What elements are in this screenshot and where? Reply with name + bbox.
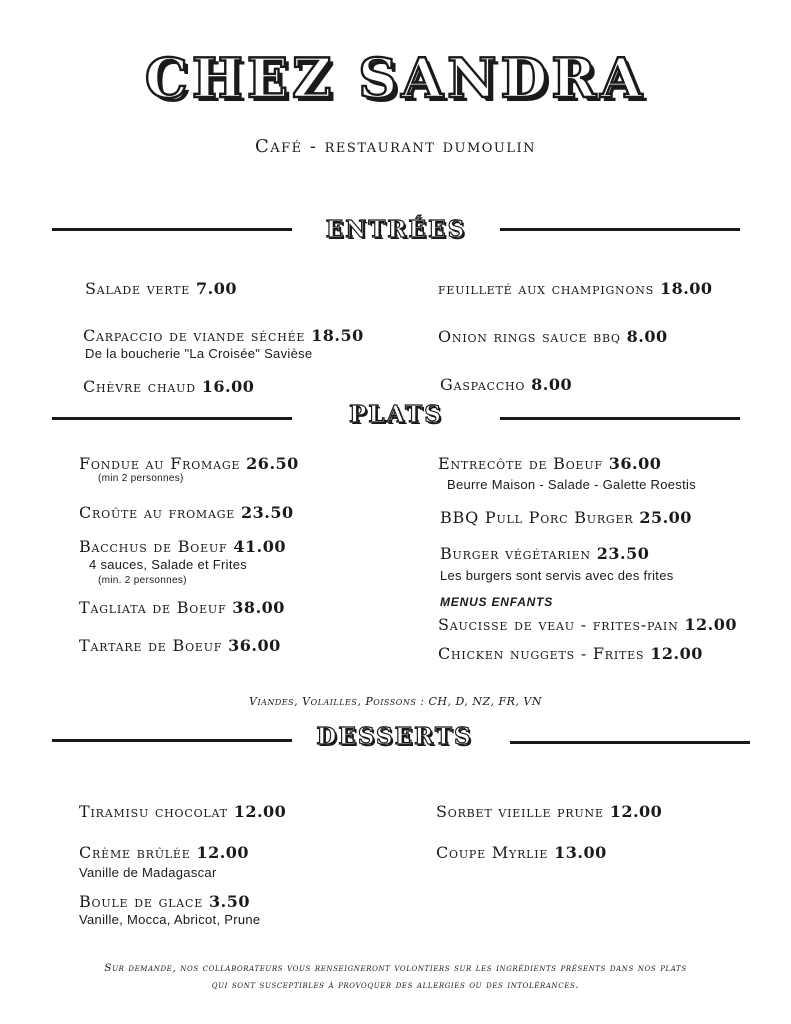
item-name: Chèvre chaud xyxy=(83,377,196,396)
section-title-entrees: ENTRÉES xyxy=(325,216,467,243)
item-name: Entrecôte de Boeuf xyxy=(438,454,603,473)
meat-origin-note: Viandes, Volailles, Poissons : CH, D, NZ, FR, VN xyxy=(249,695,542,708)
menu-item xyxy=(438,644,703,664)
item-price: 36.00 xyxy=(608,454,662,473)
menu-item xyxy=(79,454,299,474)
footer-line: Sur demande, nos collaborateurs vous renseigneront volontiers sur les ingrédients présents dans nos plats xyxy=(104,962,687,974)
section-divider-left xyxy=(52,417,292,420)
item-name: feuilleté aux champignons xyxy=(438,279,655,298)
item-description: De la boucherie "La Croisée" Savièse xyxy=(85,346,313,361)
section-divider-left xyxy=(52,228,292,231)
item-description: Vanille, Mocca, Abricot, Prune xyxy=(79,912,261,927)
section-divider-left xyxy=(52,739,292,742)
footer-line: qui sont susceptibles à provoquer des allergies ou des intolérances. xyxy=(211,979,580,991)
item-price: 8.00 xyxy=(626,327,668,346)
item-price: 26.50 xyxy=(246,454,299,473)
item-name: Sorbet vieille prune xyxy=(436,802,604,821)
menu-item xyxy=(436,843,607,863)
menu-item xyxy=(440,375,572,395)
item-price: 18.50 xyxy=(311,326,364,345)
section-divider-right xyxy=(500,228,740,231)
menu-item xyxy=(438,615,737,635)
section-divider-right xyxy=(510,741,750,744)
item-name: Croûte au fromage xyxy=(79,503,236,522)
menu-item xyxy=(79,843,249,863)
item-price: 16.00 xyxy=(201,377,255,396)
item-price: 13.00 xyxy=(554,843,607,862)
section-title-plats: PLATS xyxy=(349,401,443,428)
item-name: Bacchus de Boeuf xyxy=(79,537,228,556)
item-price: 12.00 xyxy=(684,615,738,634)
menu-item xyxy=(438,327,668,347)
menu-item xyxy=(79,892,250,912)
item-price: 18.00 xyxy=(659,279,713,298)
menu-item xyxy=(440,544,649,564)
item-name: Tiramisu chocolat xyxy=(79,802,228,821)
restaurant-subtitle: Café - restaurant dumoulin xyxy=(254,136,537,157)
menu-item xyxy=(438,279,713,299)
menu-item xyxy=(436,802,662,822)
item-name: Boule de glace xyxy=(79,892,204,911)
item-name: Crème brûlée xyxy=(79,843,191,862)
item-name: Gaspaccho xyxy=(440,375,526,394)
item-name: Onion rings sauce bbq xyxy=(438,327,621,346)
item-description: Vanille de Madagascar xyxy=(79,865,217,880)
item-price: 12.00 xyxy=(609,802,663,821)
menu-item xyxy=(85,279,237,299)
item-name: Burger végétarien xyxy=(440,544,591,563)
item-name: Chicken nuggets - Frites xyxy=(438,644,645,663)
menu-item xyxy=(438,454,661,474)
item-name: BBQ Pull Porc Burger xyxy=(440,508,634,527)
item-name: Saucisse de veau - frites-pain xyxy=(438,615,679,634)
menu-item xyxy=(79,598,285,618)
menu-item xyxy=(79,537,286,557)
kids-menu-title: MENUS ENFANTS xyxy=(440,595,554,609)
item-name: Carpaccio de viande séchée xyxy=(83,326,306,345)
item-price: 8.00 xyxy=(531,375,573,394)
item-price: 23.50 xyxy=(241,503,294,522)
item-price: 3.50 xyxy=(208,892,250,911)
item-price: 12.00 xyxy=(196,843,250,862)
item-description: Beurre Maison - Salade - Galette Roestis xyxy=(447,477,696,492)
item-name: Tartare de Boeuf xyxy=(79,636,223,655)
item-price: 7.00 xyxy=(196,279,237,298)
menu-item xyxy=(79,636,281,656)
menu-item xyxy=(83,326,364,346)
item-price: 38.00 xyxy=(232,598,285,617)
item-description: Les burgers sont servis avec des frites xyxy=(440,568,674,583)
item-price: 12.00 xyxy=(650,644,703,663)
item-name: Tagliata de Boeuf xyxy=(79,598,227,617)
item-price: 36.00 xyxy=(228,636,281,655)
restaurant-name: CHEZ SANDRA xyxy=(144,46,647,110)
menu-item xyxy=(79,503,294,523)
item-name: Fondue au Fromage xyxy=(79,454,241,473)
menu-item xyxy=(79,802,286,822)
item-note: (min. 2 personnes) xyxy=(98,575,187,586)
item-price: 41.00 xyxy=(233,537,286,556)
section-divider-right xyxy=(500,417,740,420)
item-note: (min 2 personnes) xyxy=(98,473,184,484)
item-name: Coupe Myrlie xyxy=(436,843,549,862)
section-title-desserts: DESSERTS xyxy=(316,723,473,750)
menu-item xyxy=(440,508,692,528)
item-price: 25.00 xyxy=(639,508,692,527)
item-name: Salade verte xyxy=(85,279,191,298)
item-price: 12.00 xyxy=(233,802,287,821)
item-description: 4 sauces, Salade et Frites xyxy=(89,557,248,572)
allergy-footer xyxy=(0,960,791,994)
item-price: 23.50 xyxy=(596,544,650,563)
menu-item xyxy=(83,377,254,397)
